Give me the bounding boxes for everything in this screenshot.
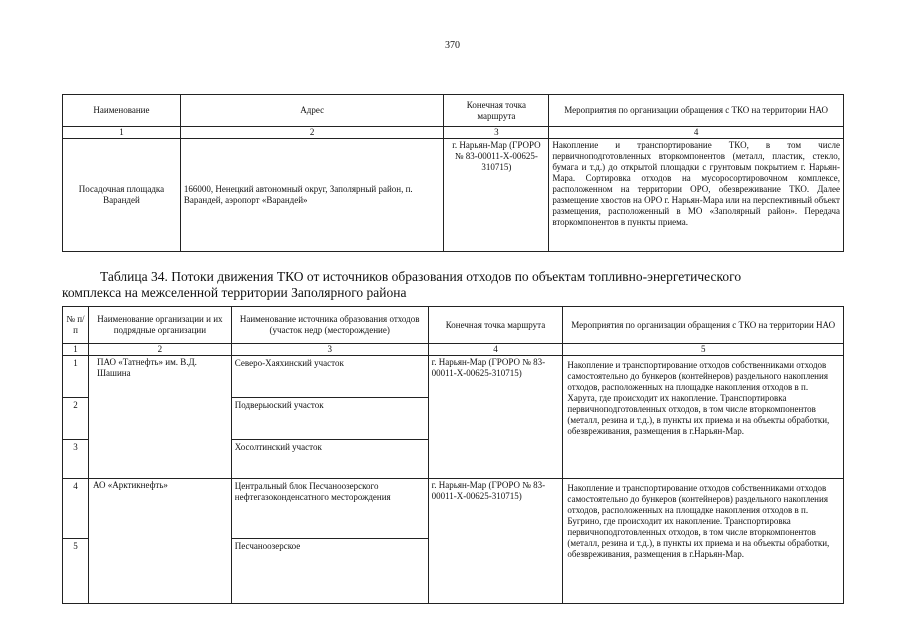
endpoint: г. Нарьян-Мар (ГРОРО № 83-00011-Х-00625-310715) — [428, 356, 563, 479]
table2-colnum: 2 — [88, 344, 231, 356]
table-row — [63, 139, 844, 252]
sources-group-1 — [231, 356, 428, 479]
table2-colnum: 4 — [428, 344, 563, 356]
row-numbers-group-1 — [63, 356, 89, 479]
table1-header-address: Адрес — [180, 95, 444, 127]
sources-group-2 — [231, 479, 428, 604]
table2-colnum: 5 — [563, 344, 844, 356]
org-name: ПАО «Татнефть» им. В.Д. Шашина — [88, 356, 231, 479]
table1-colnum: 3 — [444, 127, 549, 139]
org-name: АО «Арктикнефть» — [88, 479, 231, 604]
table-destinations — [62, 94, 844, 252]
measures: Накопление и транспортирование отходов собственниками отходов самостоятельно до бункеров (контейнеров) раздельного накопления отходов, расположенных на площадке накопления отходов в п. Харута, где происходит их накопление. Транспортировка первичноподготовленных отходов, в том числе вторкомпонентов (металл, резина и т.д.), в пункты их приема и на объекты обработки, обезвреживания, размещения в г.Нарьян-Мар. — [563, 356, 844, 479]
table1-row-address: 166000, Ненецкий автономный округ, Заполярный район, п. Варандей, аэропорт «Варандей» — [180, 139, 444, 252]
table2-header-endpoint: Конечная точка маршрута — [428, 307, 563, 344]
table2-header-org: Наименование организации и их подрядные организации — [88, 307, 231, 344]
table1-row-measures: Накопление и транспортирование ТКО, в том числе первичноподготовленных вторкомпонентов (металл, пластик, стекло, бумага и т.д.) до открытой площадки с грунтовым покрытием г. Нарьян-Мара. Сортировка отходов на мусоросортировочном комплексе, расположенном на территории ОРО, обезвреживание ТКО. Далее размещение хвостов на ОРО г. Нарьян-Мара или на перспективный объект размещения, расположенный в МО «Заполярный район». Передача вторкомпонентов в пункты приема. — [549, 139, 844, 252]
table1-colnum: 4 — [549, 127, 844, 139]
measures: Накопление и транспортирование отходов собственниками отходов самостоятельно до бункеров (контейнеров) раздельного накопления отходов, расположенных на площадке накопления отходов в п. Бугрино, где происходит их накопление. Транспортировка первичноподготовленных отходов, в том числе вторкомпонентов (металл, резина и т.д.), в пункты их приема и на объекты обработки, обезвреживания, размещения в г.Нарьян-Мар. — [563, 479, 844, 604]
table2-header-source: Наименование источника образования отходов (участок недр (месторождение) — [231, 307, 428, 344]
caption-line-2: комплекса на межселенной территории Заполярного района — [62, 285, 407, 300]
table-caption — [62, 269, 852, 301]
table2-header-num: № п/п — [63, 307, 89, 344]
row-number: 3 — [73, 442, 78, 452]
table-row — [63, 479, 844, 604]
source-name: Песчаноозерское — [234, 541, 301, 551]
endpoint: г. Нарьян-Мар (ГРОРО № 83-00011-Х-00625-310715) — [428, 479, 563, 604]
row-number: 1 — [63, 356, 88, 398]
row-number: 2 — [63, 398, 88, 440]
table1-row-endpoint: г. Нарьян-Мар (ГРОРО № 83-00011-Х-00625-310715) — [444, 139, 549, 252]
table1-header-name: Наименование — [63, 95, 181, 127]
table2-colnum: 1 — [63, 344, 89, 356]
row-number: 4 — [63, 479, 88, 539]
source-name: Хосолтинский участок — [234, 442, 322, 452]
source-name: Подверьюский участок — [232, 398, 428, 440]
table1-colnum: 2 — [180, 127, 444, 139]
table1-colnum: 1 — [63, 127, 181, 139]
source-name: Центральный блок Песчаноозерского нефтегазоконденсатного месторождения — [232, 479, 428, 539]
table2-colnum: 3 — [231, 344, 428, 356]
row-number: 5 — [73, 541, 78, 551]
source-name: Северо-Хаяхинский участок — [232, 356, 428, 398]
table1-header-endpoint: Конечная точка маршрута — [444, 95, 549, 127]
table-waste-flows — [62, 306, 844, 604]
row-numbers-group-2 — [63, 479, 89, 604]
table1-header-measures: Мероприятия по организации обращения с ТКО на территории НАО — [549, 95, 844, 127]
page-number: 370 — [445, 40, 460, 51]
caption-line-1: Таблица 34. Потоки движения ТКО от источников образования отходов по объектам топливно-энергетического — [100, 269, 742, 284]
table1-row-name: Посадочная площадка Варандей — [63, 139, 181, 252]
table2-header-measures: Мероприятия по организации обращения с ТКО на территории НАО — [563, 307, 844, 344]
table-row — [63, 356, 844, 479]
